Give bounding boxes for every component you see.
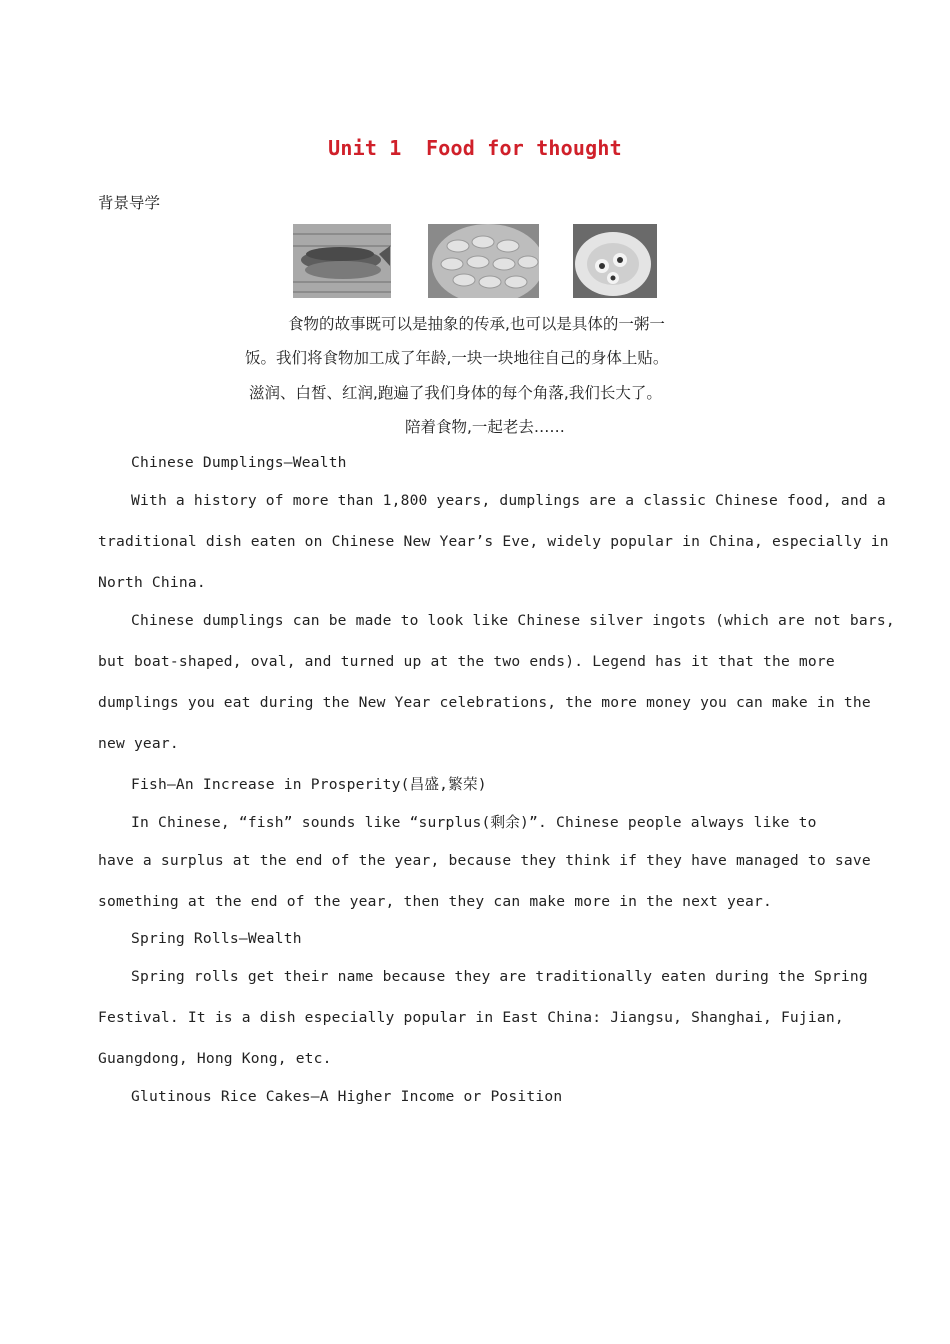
unit-title: Unit 1 Food for thought — [328, 136, 622, 160]
paragraph-line: Spring rolls get their name because they are traditionally eaten during the Spring — [131, 968, 868, 985]
paragraph-line: Festival. It is a dish especially popular in East China: Jiangsu, Shanghai, Fujian, — [98, 1009, 844, 1026]
paragraph-line: have a surplus at the end of the year, because they think if they have managed to save — [98, 852, 871, 869]
dumplings-photo — [428, 224, 539, 298]
paragraph-line: North China. — [98, 574, 206, 591]
poem-line: 陪着食物,一起老去…… — [405, 418, 565, 436]
paragraph-line: dumplings you eat during the New Year celebrations, the more money you can make in the — [98, 694, 871, 711]
heading-rice-cakes: Glutinous Rice Cakes—A Higher Income or Position — [131, 1088, 563, 1105]
paragraph-line: something at the end of the year, then they can make more in the next year. — [98, 893, 772, 910]
poem-line: 饭。我们将食物加工成了年龄,一块一块地往自己的身体上贴。 — [245, 349, 669, 367]
paragraph-line: With a history of more than 1,800 years, dumplings are a classic Chinese food, and a — [131, 492, 886, 509]
tangyuan-photo — [573, 224, 657, 298]
paragraph-line: but boat-shaped, oval, and turned up at the two ends). Legend has it that the more — [98, 653, 835, 670]
heading-fish: Fish—An Increase in Prosperity(昌盛,繁荣) — [131, 776, 487, 793]
paragraph-line: In Chinese, “fish” sounds like “surplus(剩余)”. Chinese people always like to — [131, 814, 817, 831]
heading-spring-rolls: Spring Rolls—Wealth — [131, 930, 302, 947]
section-label: 背景导学 — [98, 194, 161, 212]
poem-line: 滋润、白皙、红润,跑遍了我们身体的每个角落,我们长大了。 — [249, 384, 662, 402]
fish-photo — [293, 224, 391, 298]
paragraph-line: new year. — [98, 735, 179, 752]
poem-line: 食物的故事既可以是抽象的传承,也可以是具体的一粥一 — [288, 315, 665, 333]
heading-dumplings: Chinese Dumplings—Wealth — [131, 454, 347, 471]
food-photo-strip — [293, 224, 657, 298]
paragraph-line: Chinese dumplings can be made to look like Chinese silver ingots (which are not bars, — [131, 612, 895, 629]
paragraph-line: Guangdong, Hong Kong, etc. — [98, 1050, 332, 1067]
paragraph-line: traditional dish eaten on Chinese New Year’s Eve, widely popular in China, especially in — [98, 533, 889, 550]
